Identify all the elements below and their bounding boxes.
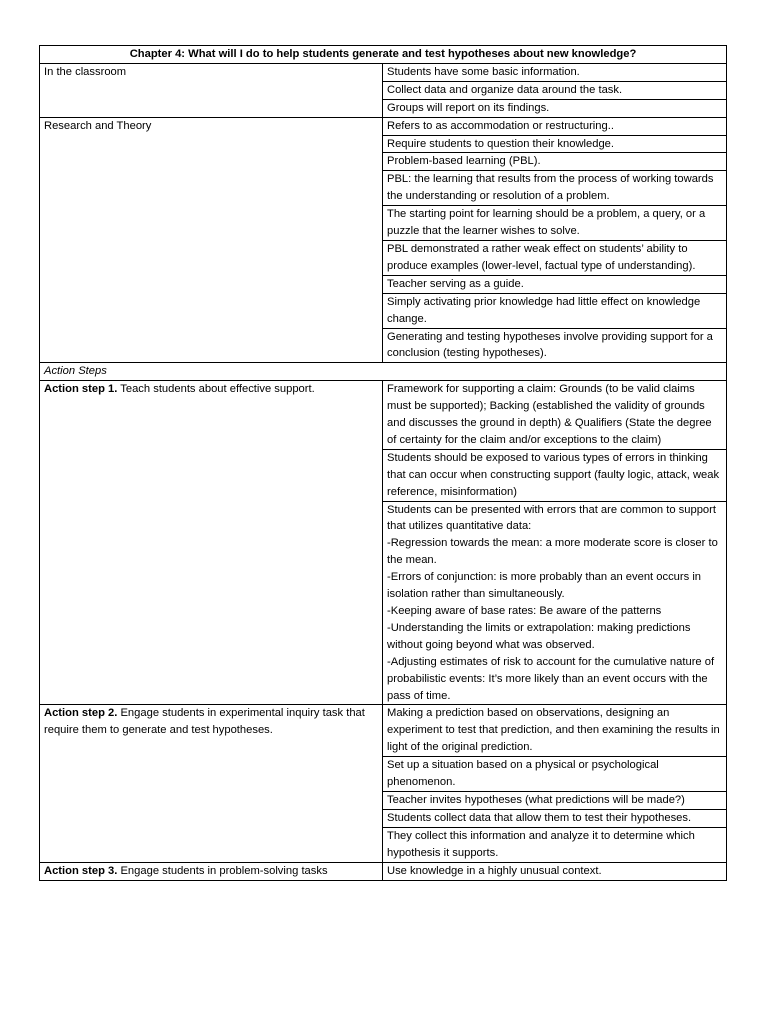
classroom-label: In the classroom [40, 63, 383, 117]
step2-label [40, 705, 383, 862]
errors-intro: Students can be presented with errors that are common to support that utilizes quantitative data: [387, 503, 716, 533]
step3-text: Engage students in problem-solving tasks [117, 864, 328, 877]
table-row [40, 705, 727, 757]
step2-item: Students collect data that allow them to test their hypotheses. [383, 809, 727, 827]
step2-item: They collect this information and analyze it to determine which hypothesis it supports. [383, 827, 727, 862]
table-row [40, 63, 727, 81]
step1-text: Teach students about effective support. [117, 383, 315, 396]
classroom-item: Students have some basic information. [383, 63, 727, 81]
research-item: PBL: the learning that results from the process of working towards the understanding or resolution of a problem. [383, 171, 727, 206]
research-label: Research and Theory [40, 117, 383, 363]
step1-item: Framework for supporting a claim: Grounds (to be valid claims must be supported); Backing (established the validity of grounds and discusses the ground in depth) & Qualifiers (State the degree of certainty for the claim and/or exceptions to the claim) [383, 381, 727, 450]
step2-text: Engage students in experimental inquiry task that require them to generate and test hypotheses. [44, 707, 365, 737]
classroom-item: Groups will report on its findings. [383, 99, 727, 117]
research-item: Teacher serving as a guide. [383, 275, 727, 293]
error-item: -Errors of conjunction: is more probably than an event occurs in isolation rather than simultaneously. [387, 571, 702, 601]
research-item: The starting point for learning should be a problem, a query, or a puzzle that the learner wishes to solve. [383, 206, 727, 241]
step3-item: Use knowledge in a highly unusual context. [383, 862, 727, 880]
step1-label [40, 381, 383, 705]
research-item: Refers to as accommodation or restructuring.. [383, 117, 727, 135]
research-item: Problem-based learning (PBL). [383, 153, 727, 171]
step1-errors-cell [383, 501, 727, 705]
error-item: -Understanding the limits or extrapolation: making predictions without going beyond what was observed. [387, 621, 691, 651]
step2-item: Making a prediction based on observations, designing an experiment to test that prediction, and then examining the results in light of the original prediction. [383, 705, 727, 757]
error-item: -Regression towards the mean: a more moderate score is closer to the mean. [387, 537, 718, 567]
error-item: -Keeping aware of base rates: Be aware of the patterns [387, 605, 662, 617]
step3-label [40, 862, 383, 880]
research-item: Generating and testing hypotheses involve providing support for a conclusion (testing hypotheses). [383, 328, 727, 363]
error-item: -Adjusting estimates of risk to account for the cumulative nature of probabilistic events: It’s more likely than an event occurs with the pass of time. [387, 655, 715, 702]
hypotheses-table [39, 45, 727, 881]
step3-lead: Action step 3. [44, 864, 118, 877]
step1-lead: Action step 1. [44, 383, 118, 396]
research-item: PBL demonstrated a rather weak effect on students’ ability to produce examples (lower-level, factual type of understanding). [383, 240, 727, 275]
table-row [40, 381, 727, 450]
step2-lead: Action step 2. [44, 707, 118, 720]
table-row [40, 117, 727, 135]
title-row [40, 46, 727, 64]
table-row [40, 363, 727, 381]
step1-item: Students should be exposed to various types of errors in thinking that can occur when constructing support (faulty logic, attack, weak reference, misinformation) [383, 449, 727, 501]
action-steps-heading: Action Steps [40, 363, 727, 381]
table-row [40, 862, 727, 880]
research-item: Require students to question their knowledge. [383, 135, 727, 153]
step2-item: Set up a situation based on a physical or psychological phenomenon. [383, 757, 727, 792]
research-item: Simply activating prior knowledge had little effect on knowledge change. [383, 293, 727, 328]
classroom-item: Collect data and organize data around the task. [383, 81, 727, 99]
table-title: Chapter 4: What will I do to help students generate and test hypotheses about new knowledge? [40, 46, 727, 64]
step2-item: Teacher invites hypotheses (what predictions will be made?) [383, 791, 727, 809]
